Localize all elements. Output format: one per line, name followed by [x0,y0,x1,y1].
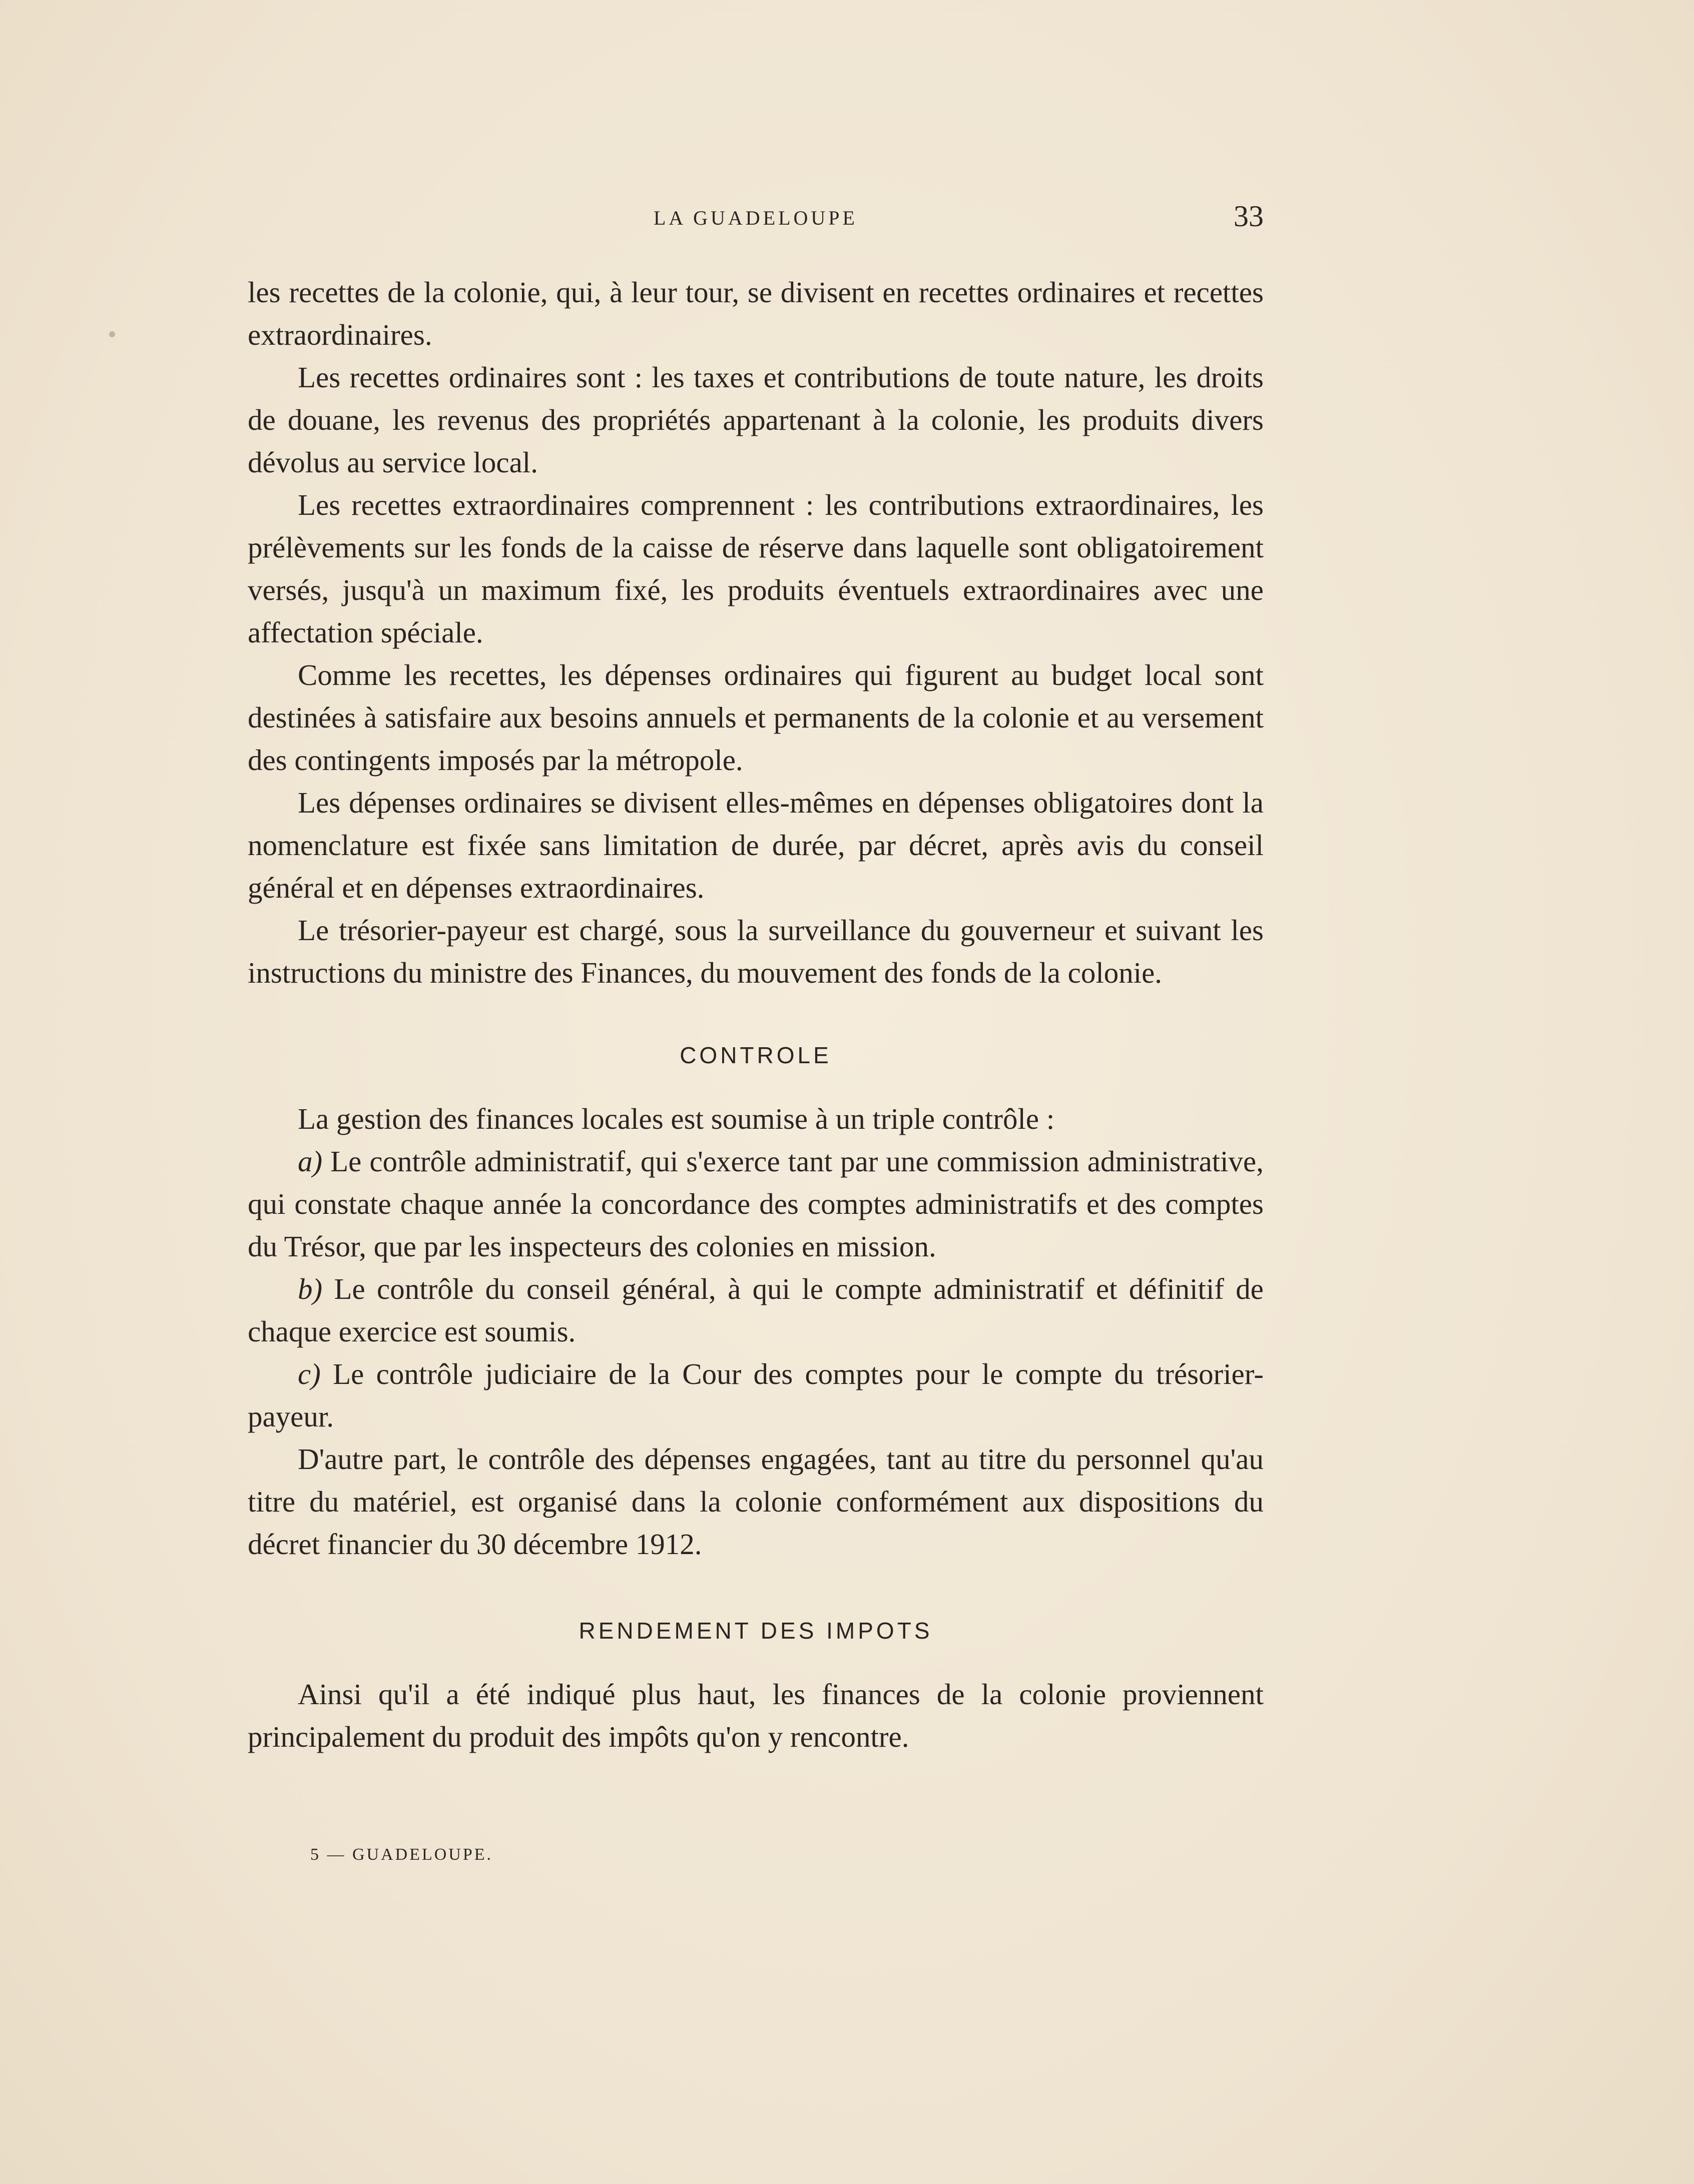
rendement-text: Ainsi qu'il a été indiqué plus haut, les finances de la colonie proviennent principalement du produit des impôts qu'on y rencontre. [248,1678,1264,1753]
section-heading-controle: CONTROLE [680,1042,832,1068]
body-text [248,271,1264,1758]
item-a-text: Le contrôle administratif, qui s'exerce tant par une commission administrative, qui constate chaque année la concordance des comptes administratifs et des comptes du Trésor, que par les inspecteurs des colonies en mission. [248,1145,1264,1263]
item-c-text: Le contrôle judiciaire de la Cour des comptes pour le compte du trésorier-payeur. [248,1357,1264,1433]
paragraph-1: les recettes de la colonie, qui, à leur tour, se divisent en recettes ordinaires et recettes extraordinaires. [248,276,1264,351]
section-heading-rendement: RENDEMENT DES IMPOTS [579,1618,933,1644]
page-header [248,199,1264,244]
item-b-letter: b) [298,1272,323,1305]
controle-intro: La gestion des finances locales est soumise à un triple contrôle : [298,1102,1055,1135]
item-a-letter: a) [298,1145,323,1178]
running-head: LA GUADELOUPE [654,207,858,229]
controle-closing: D'autre part, le contrôle des dépenses engagées, tant au titre du personnel qu'au titre du matériel, est organisé dans la colonie conformément aux dispositions du décret financier du 30 décembre 1912. [248,1442,1264,1561]
paragraph-5: Les dépenses ordinaires se divisent elles-mêmes en dépenses obligatoires dont la nomenclature est fixée sans limitation de durée, par décret, après avis du conseil général et en dépenses extraordinaires. [248,786,1264,904]
controle-item-c [248,1353,1264,1438]
paragraph-4: Comme les recettes, les dépenses ordinaires qui figurent au budget local sont destinées à satisfaire aux besoins annuels et permanents de la colonie et au versement des contingents imposés par la métropole. [248,658,1264,777]
margin-mark [109,331,115,337]
paragraph-6: Le trésorier-payeur est chargé, sous la surveillance du gouverneur et suivant les instructions du ministre des Finances, du mouvement des fonds de la colonie. [248,914,1264,989]
page-number: 33 [1234,200,1264,233]
controle-item-b [248,1268,1264,1353]
paragraph-3: Les recettes extraordinaires comprennent : les contributions extraordinaires, les prélèvements sur les fonds de la caisse de réserve dans laquelle sont obligatoirement versés, jusqu'à un maximum fixé, les produits éventuels extraordinaires avec une affectation spéciale. [248,488,1264,649]
controle-item-a [248,1140,1264,1268]
item-b-text: Le contrôle du conseil général, à qui le compte administratif et définitif de chaque exercice est soumis. [248,1272,1264,1348]
signature-mark: 5 — GUADELOUPE. [310,1845,493,1864]
item-c-letter: c) [298,1357,321,1390]
paragraph-2: Les recettes ordinaires sont : les taxes et contributions de toute nature, les droits de douane, les revenus des propriétés appartenant à la colonie, les produits divers dévolus au service local. [248,361,1264,479]
